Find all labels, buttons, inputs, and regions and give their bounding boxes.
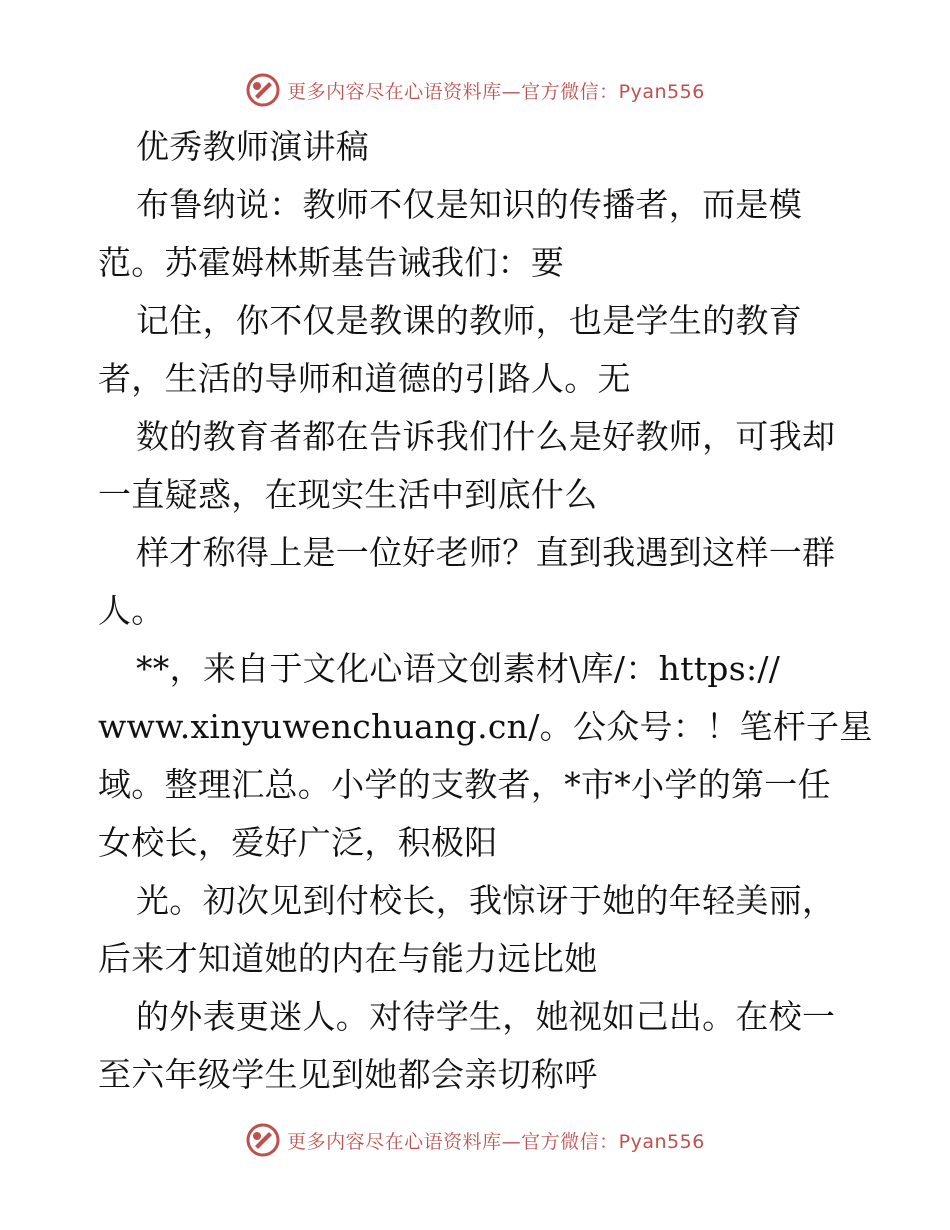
- document-title: 优秀教师演讲稿: [136, 127, 370, 166]
- text-line: 数的教育者都在告诉我们什么是好教师，可我却: [136, 417, 836, 456]
- text-line: 样才称得上是一位好老师？直到我遇到这样一群: [136, 533, 836, 572]
- banner-text: 更多内容尽在心语资料库—官方微信：Pyan556: [287, 80, 705, 103]
- text-line: www.xinyuwenchuang.cn/。公众号：！笔杆子星: [98, 707, 873, 746]
- text-line: 记住，你不仅是教课的教师，也是学生的教育: [136, 301, 802, 340]
- header-banner: [0, 70, 950, 110]
- text-line: 的外表更迷人。对待学生，她视如己出。在校一: [136, 997, 836, 1036]
- text-line: **，来自于文化心语文创素材\库/：https://: [136, 649, 781, 688]
- logo-icon: [245, 72, 281, 108]
- text-line: 布鲁纳说：教师不仅是知识的传播者，而是模: [136, 185, 802, 224]
- logo-icon: [245, 1122, 281, 1158]
- text-line: 域。整理汇总。小学的支教者，*市*小学的第一任: [98, 765, 831, 804]
- text-line: 人。: [98, 591, 165, 630]
- document-body: [98, 118, 873, 1104]
- text-line: 至六年级学生见到她都会亲切称呼: [98, 1055, 598, 1094]
- text-line: 范。苏霍姆林斯基告诫我们：要: [98, 243, 565, 282]
- banner-text: 更多内容尽在心语资料库—官方微信：Pyan556: [287, 1130, 705, 1153]
- text-line: 女校长，爱好广泛，积极阳: [98, 823, 498, 862]
- text-line: 光。初次见到付校长，我惊讶于她的年轻美丽，: [136, 881, 836, 920]
- text-line: 后来才知道她的内在与能力远比她: [98, 939, 598, 978]
- footer-banner: [0, 1120, 950, 1160]
- text-line: 一直疑惑，在现实生活中到底什么: [98, 475, 598, 514]
- text-line: 者，生活的导师和道德的引路人。无: [98, 359, 631, 398]
